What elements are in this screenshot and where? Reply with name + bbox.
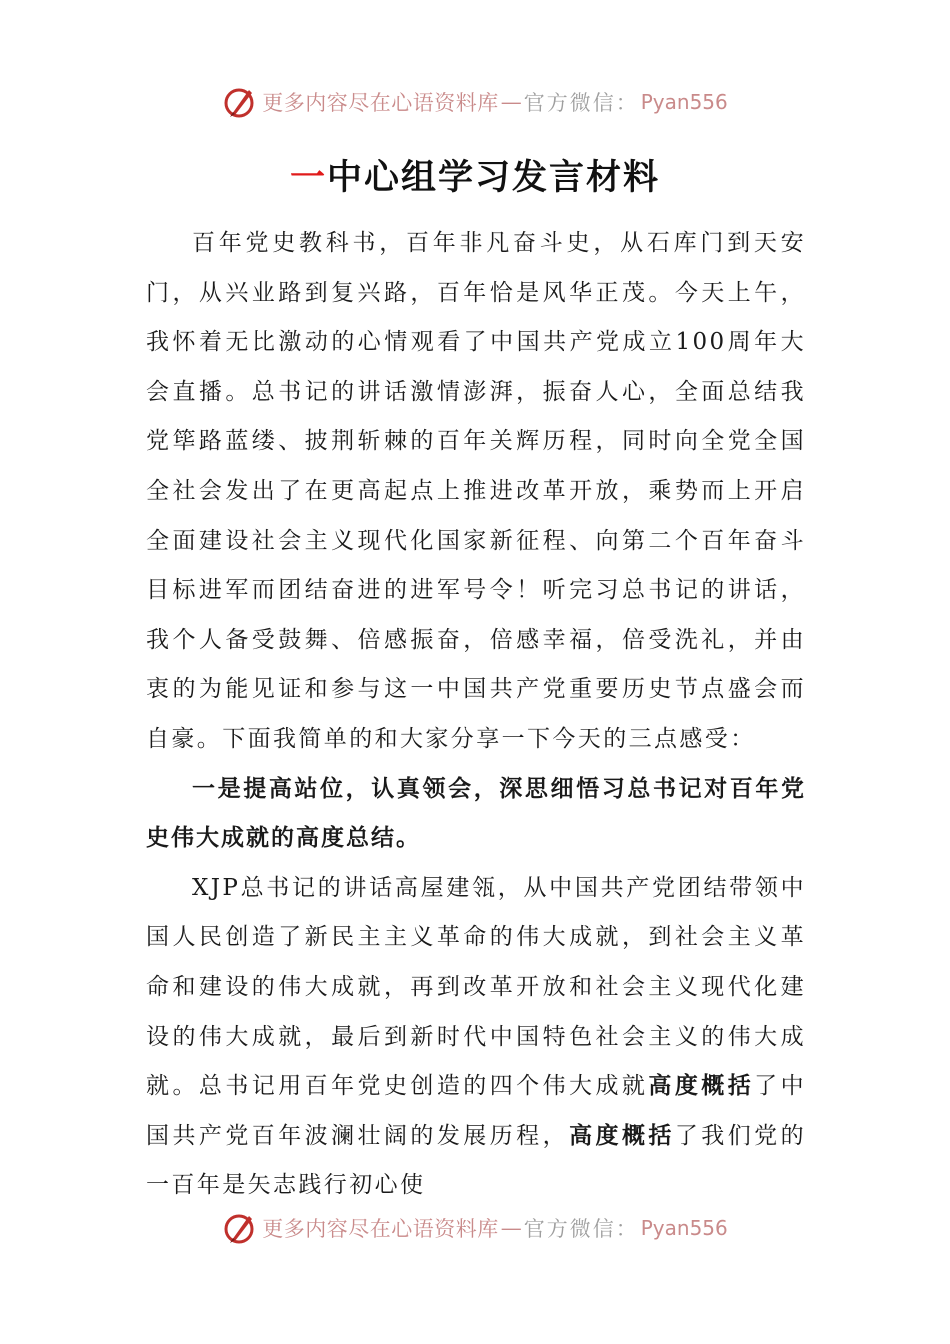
title-text: 中心组学习发言材料 — [327, 158, 661, 198]
watermark-wechat-id: Pyan556 — [640, 90, 728, 114]
quill-logo-icon — [222, 1210, 258, 1246]
watermark-wechat-id: Pyan556 — [640, 1216, 728, 1240]
title-dash: 一 — [289, 158, 327, 198]
watermark-separator: — — [500, 1216, 522, 1240]
watermark-separator: — — [500, 90, 522, 114]
emphasis-text: 高度概括 — [569, 1122, 675, 1149]
watermark-wechat-label: 官方微信： — [523, 1217, 639, 1241]
paragraph-point-one-body — [146, 864, 806, 1211]
watermark-footer — [0, 1208, 950, 1248]
paragraph-point-one-heading: 一是提高站位，认真领会，深思细悟习总书记对百年党史伟大成就的高度总结。 — [146, 775, 806, 852]
quill-logo-icon — [222, 84, 258, 120]
watermark-header — [0, 82, 950, 122]
watermark-text: 更多内容尽在心语资料库 — [262, 1217, 499, 1241]
document-body — [146, 219, 806, 1211]
paragraph-text: 了我们党的一百年是矢志践行初心使 — [146, 1122, 806, 1199]
paragraph-intro: 百年党史教科书，百年非凡奋斗史，从石库门到天安门，从兴业路到复兴路，百年恰是风华正茂。今天上午，我怀着无比激动的心情观看了中国共产党成立100周年大会直播。总书记的讲话激情澎湃，振奋人心，全面总结我党筚路蓝缕、披荆斩棘的百年关辉历程，同时向全党全国全社会发出了在更高起点上推进改革开放，乘势而上开启全面建设社会主义现代化国家新征程、向第二个百年奋斗目标进军而团结奋进的进军号令！听完习总书记的讲话，我个人备受鼓舞、倍感振奋，倍感幸福，倍受洗礼，并由衷的为能见证和参与这一中国共产党重要历史节点盛会而自豪。下面我简单的和大家分享一下今天的三点感受： — [146, 230, 806, 752]
watermark-wechat-label: 官方微信： — [523, 91, 639, 115]
paragraph-text: 了中国共产党百年波澜壮阔的发展历程， — [146, 1073, 806, 1149]
watermark-text: 更多内容尽在心语资料库 — [262, 91, 499, 115]
paragraph-text: XJP总书记的讲话高屋建瓴，从中国共产党团结带领中国人民创造了新民主主义革命的伟大成就，到社会主义革命和建设的伟大成就，再到改革开放和社会主义现代化建设的伟大成就，最后到新时代中国特色社会主义的伟大成就。总书记用百年党史创造的四个伟大成就 — [146, 874, 806, 1100]
document-title — [0, 150, 950, 200]
emphasis-text: 高度概括 — [648, 1073, 755, 1100]
